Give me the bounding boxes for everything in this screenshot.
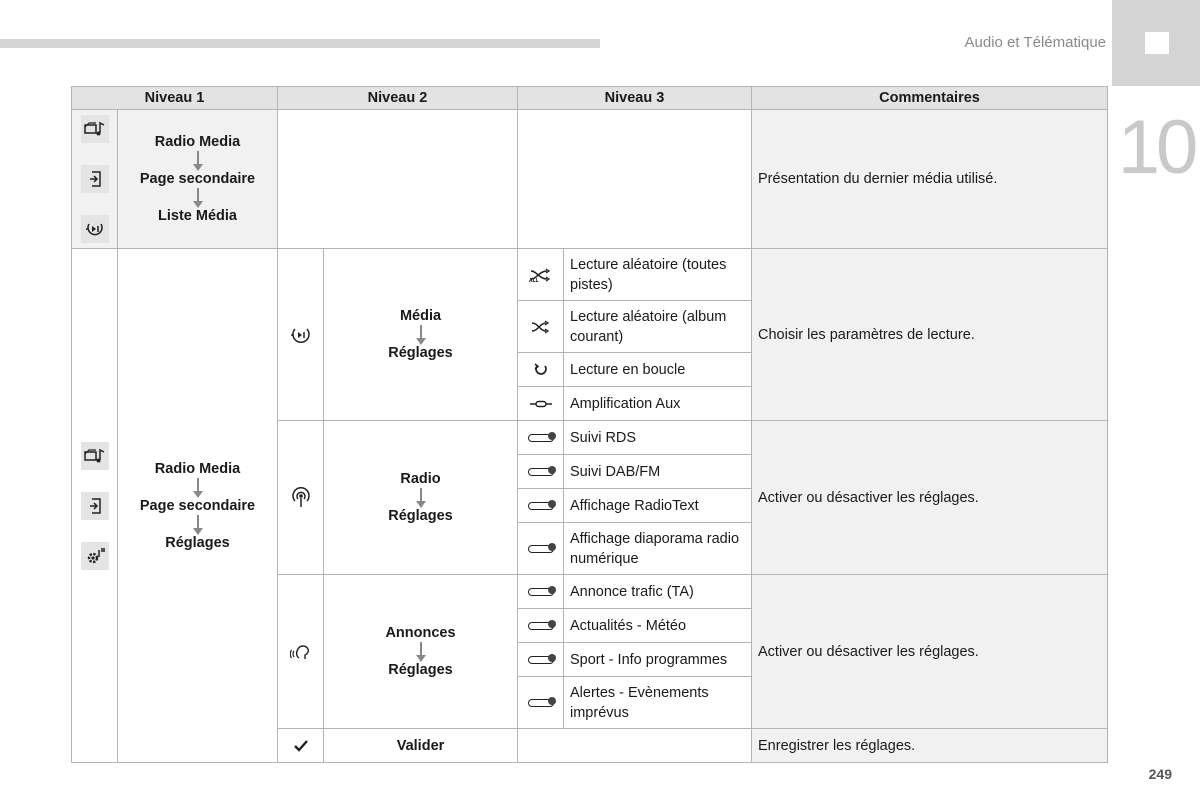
option-label: Alertes - Evènements imprévus <box>564 677 752 729</box>
chain-step: Radio Media <box>154 134 241 150</box>
option-label: Affichage RadioText <box>564 489 752 523</box>
level2-chain-cell <box>324 421 518 575</box>
toggle-icon <box>528 468 554 476</box>
table-row <box>72 249 1108 301</box>
down-arrow-icon <box>420 325 422 339</box>
level3-empty-cell <box>518 729 752 763</box>
repeat-icon <box>518 353 564 387</box>
chain-step: Réglages <box>388 345 453 361</box>
toggle-cell <box>518 489 564 523</box>
secondary-page-icon <box>81 492 109 520</box>
column-header-level3: Niveau 3 <box>518 87 752 110</box>
chapter-tab <box>1112 0 1200 86</box>
media-icon <box>278 325 323 345</box>
chapter-tab-marker <box>1145 32 1169 54</box>
down-arrow-icon <box>197 151 199 165</box>
table-header-row <box>72 87 1108 110</box>
down-arrow-icon <box>197 515 199 529</box>
toggle-cell <box>518 609 564 643</box>
option-label: Lecture en boucle <box>564 353 752 387</box>
option-label: Sport - Info programmes <box>564 643 752 677</box>
chain-step: Annonces <box>385 625 456 641</box>
toggle-icon <box>528 588 554 596</box>
option-label: Affichage diaporama radio numérique <box>564 523 752 575</box>
toggle-icon <box>528 502 554 510</box>
radio-media-icon <box>81 115 109 143</box>
option-label: Suivi RDS <box>564 421 752 455</box>
chain-step: Réglages <box>388 662 453 678</box>
option-label: Lecture aléatoire (toutes pistes) <box>564 249 752 301</box>
level2-chain-cell <box>324 249 518 421</box>
announcements-icon <box>278 642 323 662</box>
header-bar <box>0 39 600 48</box>
level2-icon-cell <box>278 249 324 421</box>
toggle-cell <box>518 575 564 609</box>
toggle-icon <box>528 622 554 630</box>
column-header-comments: Commentaires <box>752 87 1108 110</box>
toggle-icon <box>528 434 554 442</box>
settings-table <box>71 86 1108 763</box>
column-header-level2: Niveau 2 <box>278 87 518 110</box>
radio-media-icon <box>81 442 109 470</box>
down-arrow-icon <box>197 188 199 202</box>
down-arrow-icon <box>420 642 422 656</box>
chain-step: Liste Média <box>158 208 237 224</box>
toggle-icon <box>528 545 554 553</box>
level1-chain-cell <box>118 110 278 249</box>
level2-chain-cell <box>324 575 518 729</box>
level1-chain-cell <box>118 249 278 763</box>
level2-icon-cell <box>278 421 324 575</box>
comment-cell: Enregistrer les réglages. <box>752 729 1108 763</box>
table-row <box>72 110 1108 249</box>
option-label: Amplification Aux <box>564 387 752 421</box>
chain-step: Réglages <box>165 534 230 551</box>
chain-step: Page secondaire <box>139 497 256 514</box>
comment-cell: Activer ou désactiver les réglages. <box>752 421 1108 575</box>
toggle-cell <box>518 421 564 455</box>
aux-icon <box>518 387 564 421</box>
chain-step: Réglages <box>388 508 453 524</box>
shuffle-all-icon <box>518 249 564 301</box>
level1-icons-cell <box>72 110 118 249</box>
level3-empty-cell <box>518 110 752 249</box>
section-title: Audio et Télématique <box>964 34 1106 51</box>
column-header-level1: Niveau 1 <box>72 87 278 110</box>
chain-step: Média <box>399 308 442 324</box>
level1-icons-cell <box>72 249 118 763</box>
toggle-cell <box>518 455 564 489</box>
toggle-cell <box>518 523 564 575</box>
chain-step: Radio Media <box>154 460 241 477</box>
svg-text:ALL: ALL <box>528 277 539 282</box>
secondary-page-icon <box>81 165 109 193</box>
option-label: Actualités - Météo <box>564 609 752 643</box>
level2-empty-cell <box>278 110 518 249</box>
toggle-cell <box>518 643 564 677</box>
settings-icon <box>81 542 109 570</box>
chain-step: Radio <box>400 471 441 487</box>
toggle-icon <box>528 699 554 707</box>
toggle-cell <box>518 677 564 729</box>
toggle-icon <box>528 656 554 664</box>
option-label: Lecture aléatoire (album courant) <box>564 301 752 353</box>
comment-cell: Présentation du dernier média utilisé. <box>752 110 1108 249</box>
chapter-number: 10 <box>1117 105 1195 190</box>
check-icon <box>278 729 324 763</box>
media-list-icon <box>81 215 109 243</box>
option-label: Annonce trafic (TA) <box>564 575 752 609</box>
comment-cell: Activer ou désactiver les réglages. <box>752 575 1108 729</box>
shuffle-icon <box>518 301 564 353</box>
chain-step: Page secondaire <box>139 171 256 187</box>
page-number: 249 <box>1148 766 1172 782</box>
option-label: Suivi DAB/FM <box>564 455 752 489</box>
radio-icon <box>278 487 323 509</box>
validate-label: Valider <box>324 729 518 763</box>
comment-cell: Choisir les paramètres de lecture. <box>752 249 1108 421</box>
level2-icon-cell <box>278 575 324 729</box>
down-arrow-icon <box>197 478 199 492</box>
down-arrow-icon <box>420 488 422 502</box>
